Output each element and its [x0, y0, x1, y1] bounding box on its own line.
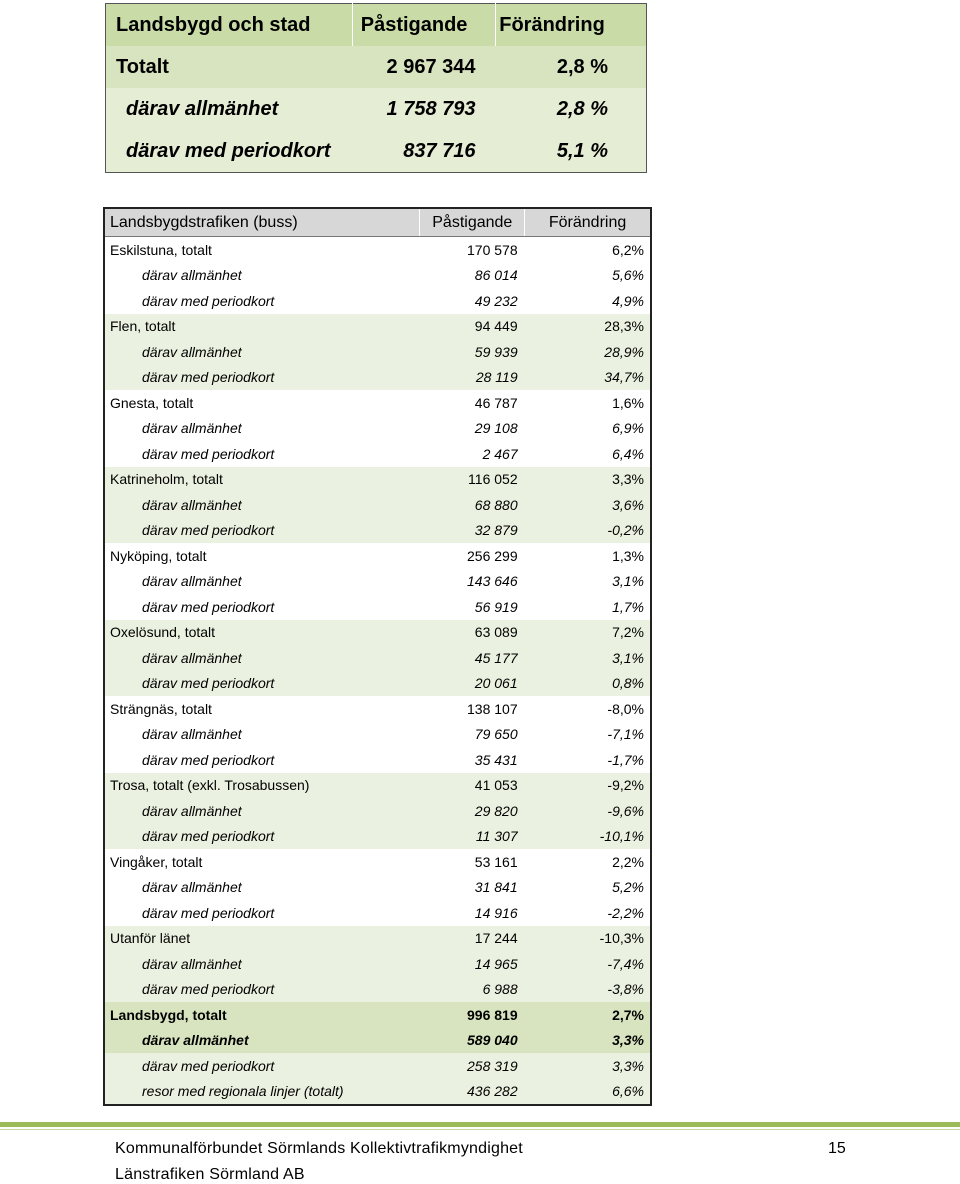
table-row [104, 416, 651, 442]
table-row [104, 875, 651, 901]
cell-label: därav med periodkort [104, 1053, 420, 1079]
cell-change: 28,9% [525, 339, 651, 365]
cell-change: 5,2% [525, 875, 651, 901]
cell-change: 6,6% [525, 1079, 651, 1106]
bus-table-body [104, 237, 651, 1106]
table-row [104, 645, 651, 671]
cell-boardings: 56 919 [420, 594, 525, 620]
summary-row-total [106, 46, 647, 88]
table-row [104, 339, 651, 365]
table-row [104, 237, 651, 263]
cell-label: därav med periodkort [104, 671, 420, 697]
bus-header-boardings: Påstigande [420, 208, 525, 237]
cell-label: Trosa, totalt (exkl. Trosabussen) [104, 773, 420, 799]
table-row [104, 824, 651, 850]
cell-boardings: 41 053 [420, 773, 525, 799]
table-row [104, 492, 651, 518]
cell-boardings: 996 819 [420, 1002, 525, 1028]
table-row [104, 977, 651, 1003]
summary-header-row [106, 4, 647, 47]
summary-row-label: därav med periodkort [106, 130, 353, 173]
cell-boardings: 31 841 [420, 875, 525, 901]
table-row [104, 722, 651, 748]
table-row [104, 1028, 651, 1054]
cell-change: 3,3% [525, 1028, 651, 1054]
cell-label: därav med periodkort [104, 977, 420, 1003]
cell-change: 3,1% [525, 645, 651, 671]
table-row [104, 620, 651, 646]
cell-change: 3,1% [525, 569, 651, 595]
cell-boardings: 116 052 [420, 467, 525, 493]
cell-change: -3,8% [525, 977, 651, 1003]
summary-row-boardings: 2 967 344 [353, 46, 496, 88]
summary-row-period-card [106, 130, 647, 173]
summary-row-label: Totalt [106, 46, 353, 88]
cell-change: 2,2% [525, 849, 651, 875]
cell-change: -9,6% [525, 798, 651, 824]
cell-label: Utanför länet [104, 926, 420, 952]
cell-label: därav med periodkort [104, 594, 420, 620]
summary-header-region: Landsbygd och stad [106, 4, 353, 47]
cell-label: därav med periodkort [104, 747, 420, 773]
cell-label: därav allmänhet [104, 416, 420, 442]
cell-boardings: 14 965 [420, 951, 525, 977]
table-row [104, 1002, 651, 1028]
cell-boardings: 436 282 [420, 1079, 525, 1106]
cell-change: 34,7% [525, 365, 651, 391]
cell-label: därav med periodkort [104, 441, 420, 467]
table-row [104, 569, 651, 595]
cell-boardings: 11 307 [420, 824, 525, 850]
cell-label: Flen, totalt [104, 314, 420, 340]
table-row [104, 263, 651, 289]
table-row [104, 696, 651, 722]
cell-label: därav allmänhet [104, 798, 420, 824]
bus-header-region: Landsbygdstrafiken (buss) [104, 208, 420, 237]
cell-label: därav allmänhet [104, 263, 420, 289]
cell-label: därav med periodkort [104, 824, 420, 850]
cell-label: därav med periodkort [104, 900, 420, 926]
cell-boardings: 143 646 [420, 569, 525, 595]
footer-divider [0, 1122, 960, 1127]
summary-row-change: 2,8 % [496, 88, 647, 130]
table-row [104, 390, 651, 416]
footer-organization: Kommunalförbundet Sörmlands Kollektivtrafikmyndighet [115, 1140, 523, 1157]
cell-label: därav allmänhet [104, 569, 420, 595]
bus-header-row [104, 208, 651, 237]
cell-change: 4,9% [525, 288, 651, 314]
cell-label: Vingåker, totalt [104, 849, 420, 875]
cell-change: 7,2% [525, 620, 651, 646]
cell-change: -0,2% [525, 518, 651, 544]
page-number: 15 [828, 1140, 846, 1157]
cell-change: -10,3% [525, 926, 651, 952]
cell-change: 6,9% [525, 416, 651, 442]
cell-change: -9,2% [525, 773, 651, 799]
table-row [104, 1079, 651, 1106]
table-row [104, 288, 651, 314]
cell-boardings: 29 820 [420, 798, 525, 824]
cell-boardings: 589 040 [420, 1028, 525, 1054]
cell-boardings: 63 089 [420, 620, 525, 646]
cell-boardings: 49 232 [420, 288, 525, 314]
cell-boardings: 14 916 [420, 900, 525, 926]
cell-label: därav med periodkort [104, 288, 420, 314]
summary-table [105, 3, 647, 173]
cell-boardings: 46 787 [420, 390, 525, 416]
table-row [104, 518, 651, 544]
cell-boardings: 53 161 [420, 849, 525, 875]
summary-row-public [106, 88, 647, 130]
footer-divider-thin [0, 1129, 960, 1130]
summary-row-label: därav allmänhet [106, 88, 353, 130]
cell-change: 1,7% [525, 594, 651, 620]
cell-boardings: 45 177 [420, 645, 525, 671]
cell-change: 2,7% [525, 1002, 651, 1028]
cell-label: resor med regionala linjer (totalt) [104, 1079, 420, 1106]
table-row [104, 594, 651, 620]
cell-change: 6,4% [525, 441, 651, 467]
cell-change: 5,6% [525, 263, 651, 289]
bus-traffic-table [103, 207, 652, 1106]
cell-boardings: 79 650 [420, 722, 525, 748]
table-row [104, 467, 651, 493]
cell-label: därav allmänhet [104, 1028, 420, 1054]
cell-boardings: 170 578 [420, 237, 525, 263]
cell-boardings: 20 061 [420, 671, 525, 697]
cell-boardings: 256 299 [420, 543, 525, 569]
cell-boardings: 35 431 [420, 747, 525, 773]
table-row [104, 900, 651, 926]
summary-row-change: 2,8 % [496, 46, 647, 88]
cell-label: Katrineholm, totalt [104, 467, 420, 493]
cell-label: därav med periodkort [104, 518, 420, 544]
cell-change: 1,6% [525, 390, 651, 416]
summary-header-change: Förändring [496, 4, 647, 47]
cell-boardings: 32 879 [420, 518, 525, 544]
table-row [104, 773, 651, 799]
table-row [104, 951, 651, 977]
cell-change: 3,6% [525, 492, 651, 518]
cell-label: Oxelösund, totalt [104, 620, 420, 646]
cell-change: 1,3% [525, 543, 651, 569]
table-row [104, 1053, 651, 1079]
cell-boardings: 258 319 [420, 1053, 525, 1079]
cell-boardings: 29 108 [420, 416, 525, 442]
cell-boardings: 68 880 [420, 492, 525, 518]
cell-label: därav allmänhet [104, 645, 420, 671]
cell-boardings: 28 119 [420, 365, 525, 391]
bus-header-change: Förändring [525, 208, 651, 237]
cell-boardings: 138 107 [420, 696, 525, 722]
cell-boardings: 86 014 [420, 263, 525, 289]
cell-boardings: 6 988 [420, 977, 525, 1003]
cell-label: därav allmänhet [104, 492, 420, 518]
cell-change: -1,7% [525, 747, 651, 773]
cell-change: 6,2% [525, 237, 651, 263]
cell-label: Eskilstuna, totalt [104, 237, 420, 263]
cell-boardings: 2 467 [420, 441, 525, 467]
footer-company: Länstrafiken Sörmland AB [115, 1166, 305, 1183]
cell-change: 3,3% [525, 1053, 651, 1079]
cell-change: -8,0% [525, 696, 651, 722]
table-row [104, 798, 651, 824]
table-row [104, 747, 651, 773]
summary-header-boardings: Påstigande [353, 4, 496, 47]
cell-label: därav med periodkort [104, 365, 420, 391]
cell-label: därav allmänhet [104, 722, 420, 748]
table-row [104, 671, 651, 697]
cell-boardings: 59 939 [420, 339, 525, 365]
cell-change: -10,1% [525, 824, 651, 850]
table-row [104, 441, 651, 467]
table-row [104, 849, 651, 875]
cell-change: 3,3% [525, 467, 651, 493]
cell-change: 28,3% [525, 314, 651, 340]
cell-label: därav allmänhet [104, 951, 420, 977]
cell-change: -7,4% [525, 951, 651, 977]
cell-label: Landsbygd, totalt [104, 1002, 420, 1028]
cell-change: -7,1% [525, 722, 651, 748]
table-row [104, 926, 651, 952]
cell-label: därav allmänhet [104, 339, 420, 365]
summary-row-boardings: 1 758 793 [353, 88, 496, 130]
summary-row-boardings: 837 716 [353, 130, 496, 173]
cell-label: Strängnäs, totalt [104, 696, 420, 722]
table-row [104, 543, 651, 569]
table-row [104, 314, 651, 340]
cell-change: -2,2% [525, 900, 651, 926]
cell-boardings: 17 244 [420, 926, 525, 952]
cell-boardings: 94 449 [420, 314, 525, 340]
cell-label: Nyköping, totalt [104, 543, 420, 569]
cell-label: Gnesta, totalt [104, 390, 420, 416]
cell-label: därav allmänhet [104, 875, 420, 901]
table-row [104, 365, 651, 391]
summary-row-change: 5,1 % [496, 130, 647, 173]
cell-change: 0,8% [525, 671, 651, 697]
